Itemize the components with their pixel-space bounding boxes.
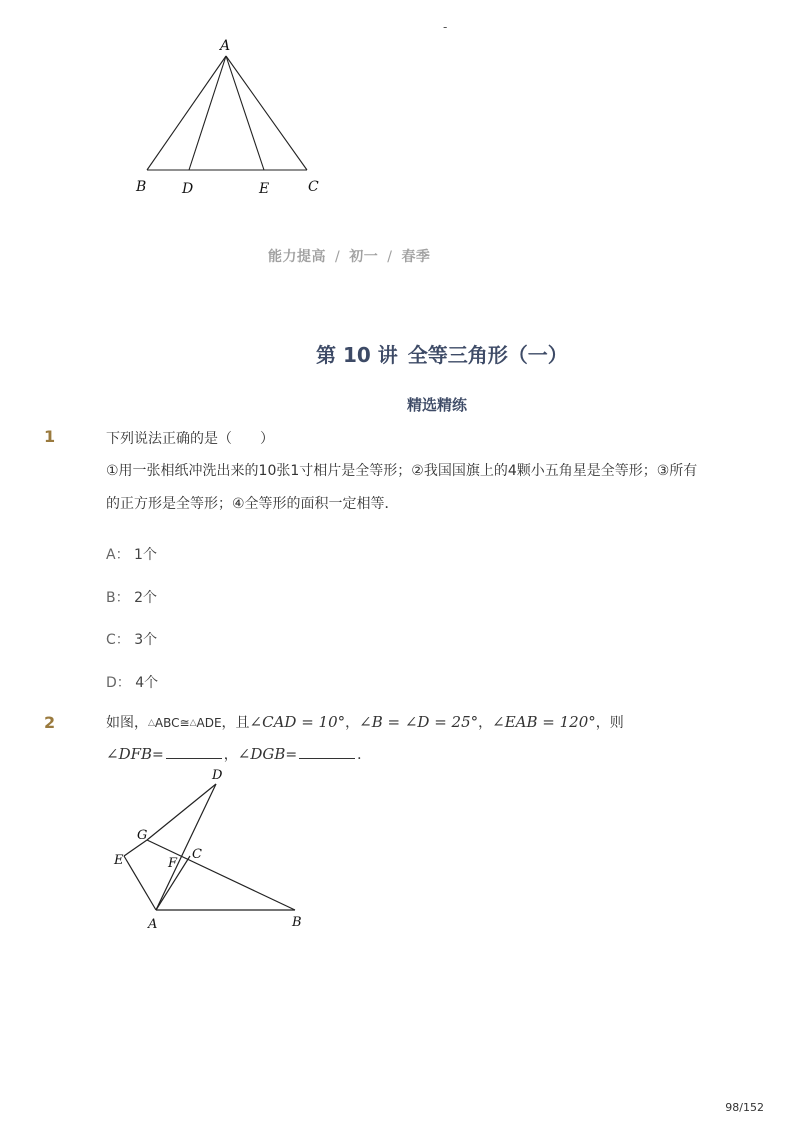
option-c-text: 3个	[134, 632, 158, 648]
segment-de	[147, 784, 216, 840]
q2-comma: ，	[345, 715, 360, 731]
label-a: A	[148, 917, 158, 932]
q2-end: ．	[357, 747, 372, 763]
option-a[interactable]	[106, 544, 157, 564]
lecture-number: 第 10 讲	[316, 343, 398, 367]
breadcrumb	[268, 246, 430, 266]
question-1-stem: 下列说法正确的是（ ）	[106, 431, 274, 447]
question-1-line-2: 的正方形是全等形；④全等形的面积一定相等．	[106, 496, 399, 512]
figure-congruent-triangles	[110, 764, 320, 939]
breadcrumb-separator: /	[335, 249, 341, 265]
label-c: C	[192, 847, 202, 862]
option-b-label: B：	[106, 590, 130, 606]
lecture-name: 全等三角形（一）	[407, 343, 568, 367]
label-b: B	[292, 915, 302, 930]
lecture-title	[316, 339, 568, 368]
page-number: 98/152	[725, 1101, 764, 1114]
q2-triangle-abc: ABC	[154, 716, 180, 730]
q2-cond-prefix: ，且	[221, 715, 250, 731]
header-mark: -	[443, 20, 448, 34]
label-d: D	[212, 768, 223, 783]
segment-ac	[226, 56, 307, 170]
question-1-number: 1	[44, 427, 56, 446]
triangle-symbol: △	[148, 718, 155, 728]
q2-triangle-ade: ADE	[196, 716, 222, 730]
equals-sign: =	[285, 747, 298, 763]
label-g: G	[137, 828, 148, 843]
q2-then: ，则	[595, 715, 624, 731]
congruent-symbol: ≅	[179, 716, 190, 730]
option-c[interactable]	[106, 629, 157, 649]
segment-ad	[189, 56, 226, 170]
label-f: F	[168, 856, 178, 871]
label-c: C	[308, 179, 319, 195]
option-a-text: 1个	[134, 547, 157, 563]
option-d[interactable]	[106, 672, 158, 692]
answer-blank-2[interactable]	[299, 746, 355, 759]
breadcrumb-item: 初一	[349, 249, 379, 265]
angle-dgb: ∠DGB	[237, 745, 286, 763]
option-a-label: A：	[106, 547, 130, 563]
section-title: 精选精练	[407, 396, 468, 414]
segment-ea	[124, 856, 156, 910]
label-e: E	[114, 853, 124, 868]
answer-blank-1[interactable]	[166, 746, 222, 759]
q2-comma: ，	[478, 715, 493, 731]
option-d-label: D：	[106, 675, 131, 691]
breadcrumb-separator: /	[387, 249, 393, 265]
breadcrumb-item: 春季	[401, 249, 431, 265]
option-d-text: 4个	[135, 675, 159, 691]
option-c-label: C：	[106, 632, 130, 648]
equals-sign: =	[152, 747, 164, 763]
label-b: B	[136, 179, 147, 195]
question-1-line-1: ①用一张相纸冲洗出来的10张1寸相片是全等形；②我国国旗上的4颗小五角星是全等形；③所有	[106, 463, 698, 479]
angle-dfb: ∠DFB	[106, 745, 153, 763]
segment-gb	[147, 840, 295, 910]
segment-ae	[226, 56, 264, 170]
figure-triangle-abc	[120, 30, 340, 205]
label-e: E	[259, 181, 270, 197]
question-2-line-1	[106, 712, 624, 732]
option-b-text: 2个	[134, 590, 157, 606]
segment-ab	[147, 56, 226, 170]
segment-ad	[156, 784, 216, 910]
angle-b-d: ∠B = ∠D = 25°	[359, 713, 479, 731]
label-a: A	[220, 38, 231, 54]
question-2-line-2	[106, 744, 371, 764]
q2-lead: 如图，	[106, 715, 148, 731]
question-2-number: 2	[44, 713, 56, 732]
triangle-symbol: △	[189, 718, 197, 728]
angle-eab: ∠EAB = 120°	[492, 713, 596, 731]
option-b[interactable]	[106, 587, 157, 607]
q2-sep: ，	[223, 747, 238, 763]
breadcrumb-item: 能力提高	[268, 249, 326, 265]
label-d: D	[182, 181, 194, 197]
angle-cad: ∠CAD = 10°	[249, 713, 346, 731]
